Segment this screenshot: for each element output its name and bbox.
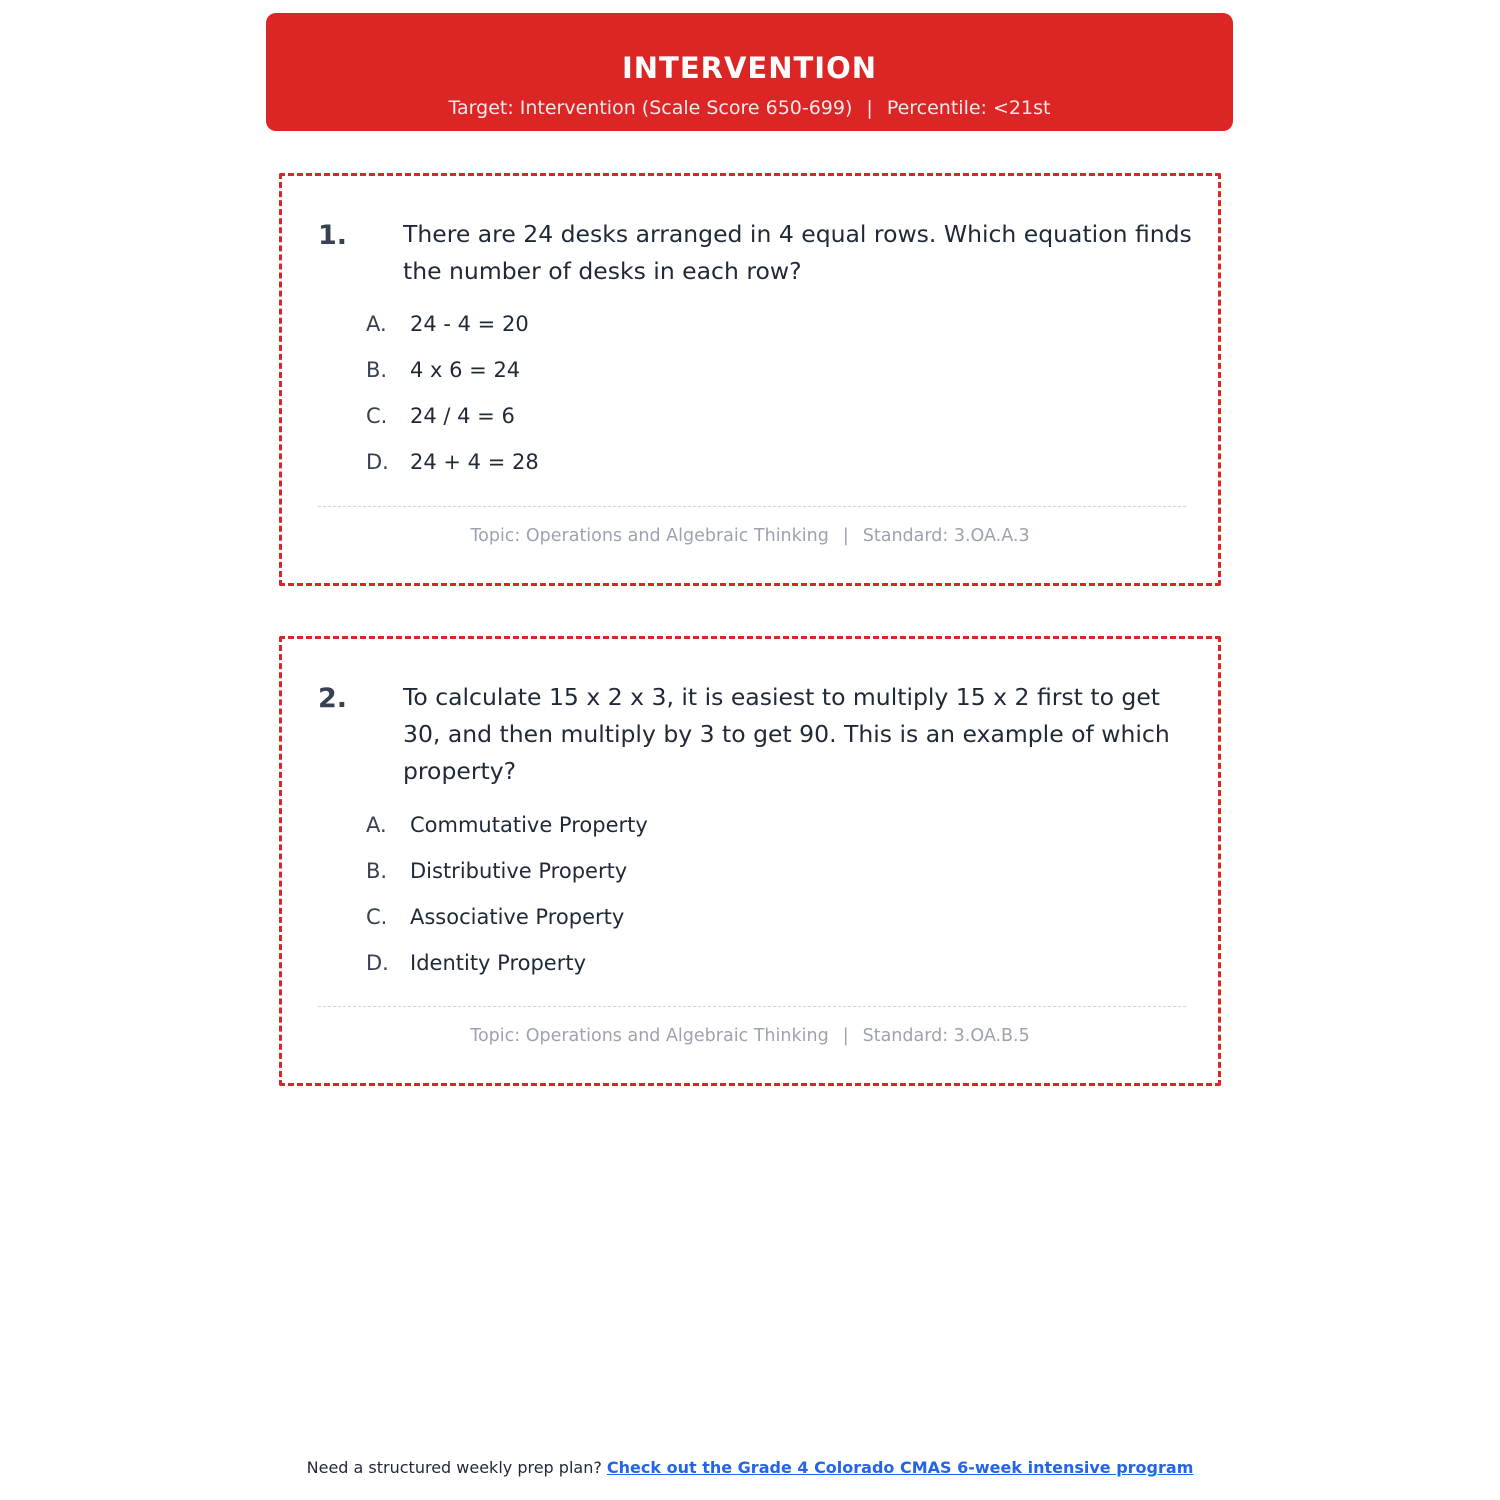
card-divider [318, 506, 1186, 507]
option-text: Identity Property [410, 951, 587, 975]
card-divider [318, 1006, 1186, 1007]
answer-options [366, 809, 648, 993]
option-letter: B. [366, 358, 388, 382]
option-text: 24 / 4 = 6 [410, 404, 515, 428]
question-topic: Topic: Operations and Algebraic Thinking [470, 1026, 829, 1046]
meta-separator: | [842, 526, 849, 546]
question-standard: Standard: 3.OA.A.3 [862, 526, 1030, 546]
question-text: There are 24 desks arranged in 4 equal rows. Which equation finds the number of desks in each row? [403, 220, 1192, 285]
answer-option-a[interactable] [366, 809, 648, 855]
option-text: Distributive Property [410, 859, 628, 883]
option-letter: C. [366, 905, 388, 929]
question-text: To calculate 15 x 2 x 3, it is easiest to multiply 15 x 2 first to get 30, and then multiply by 3 to get 90. This is an example of which property? [403, 683, 1170, 785]
answer-option-c[interactable] [366, 901, 648, 947]
footer-promo [0, 1458, 1500, 1478]
answer-option-d[interactable] [366, 446, 539, 492]
banner-title: INTERVENTION [621, 51, 877, 85]
question-card-1 [279, 173, 1221, 586]
option-letter: D. [366, 450, 389, 474]
option-text: Commutative Property [410, 813, 648, 837]
question-number: 1. [318, 220, 348, 251]
option-text: 24 - 4 = 20 [410, 312, 529, 336]
answer-option-c[interactable] [366, 400, 539, 446]
option-letter: A. [366, 312, 387, 336]
option-text: 4 x 6 = 24 [410, 358, 521, 382]
option-letter: D. [366, 951, 389, 975]
banner-separator: | [866, 97, 873, 119]
banner-target: Target: Intervention (Scale Score 650-699) [448, 97, 853, 119]
question-meta [282, 1025, 1218, 1047]
answer-option-b[interactable] [366, 354, 539, 400]
footer-prompt: Need a structured weekly prep plan? [306, 1458, 602, 1477]
banner-subtitle [266, 96, 1233, 120]
meta-separator: | [842, 1026, 849, 1046]
question-standard: Standard: 3.OA.B.5 [862, 1026, 1030, 1046]
answer-options [366, 308, 539, 492]
option-text: Associative Property [410, 905, 625, 929]
option-text: 24 + 4 = 28 [410, 450, 539, 474]
option-letter: A. [366, 813, 387, 837]
answer-option-d[interactable] [366, 947, 648, 993]
level-banner [266, 13, 1233, 131]
program-link[interactable]: Check out the Grade 4 Colorado CMAS 6-week intensive program [606, 1458, 1194, 1477]
option-letter: C. [366, 404, 388, 428]
question-number: 2. [318, 683, 348, 714]
answer-option-a[interactable] [366, 308, 539, 354]
answer-option-b[interactable] [366, 855, 648, 901]
question-topic: Topic: Operations and Algebraic Thinking [470, 526, 829, 546]
banner-percentile: Percentile: <21st [886, 97, 1051, 119]
question-meta [282, 525, 1218, 547]
option-letter: B. [366, 859, 388, 883]
question-card-2 [279, 636, 1221, 1086]
